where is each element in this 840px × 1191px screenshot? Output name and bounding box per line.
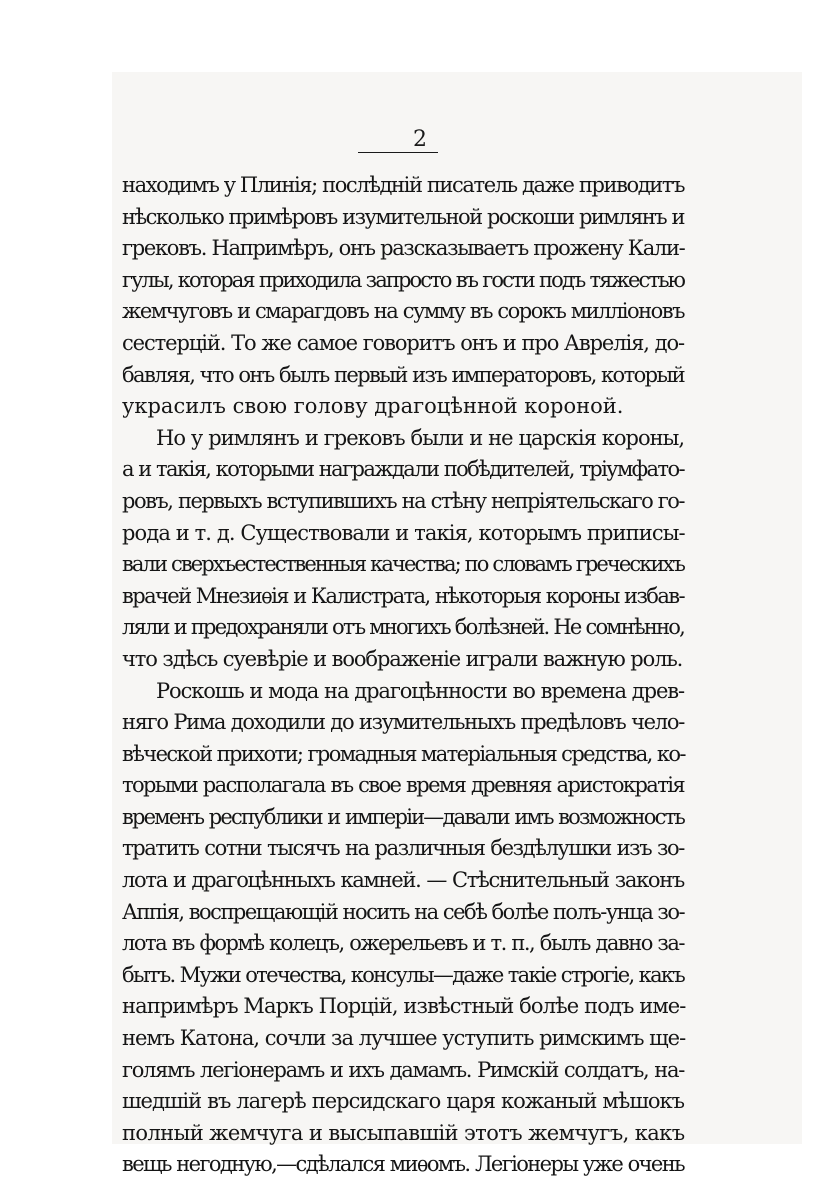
text-line: лота въ формѣ колецъ, ожерельевъ и т. п., былъ давно за-	[122, 931, 684, 956]
text-line: а и такія, которыми награждали побѣдителей, тріумфато-	[122, 457, 684, 482]
text-line: торыми располагала въ свое время древняя аристократія	[122, 773, 684, 798]
text-line: временъ республики и имперіи—давали имъ возможность	[122, 804, 684, 829]
text-line: тратить сотни тысячъ на различныя бездѣлушки изъ зо-	[122, 836, 684, 861]
text-line: ровъ, первыхъ вступившихъ на стѣну непріятельскаго го-	[122, 488, 684, 513]
page-number-rule	[358, 152, 438, 153]
text-line: напримѣръ Маркъ Порцій, извѣстный болѣе подъ име-	[122, 994, 686, 1019]
text-line: лота и драгоцѣнныхъ камней. — Стѣснительный законъ	[122, 868, 684, 893]
text-line: голямъ легіонерамъ и ихъ дамамъ. Римскій солдатъ, на-	[122, 1057, 684, 1082]
text-line: Аппія, воспрещающій носить на себѣ болѣе полъ-унца зо-	[122, 899, 685, 924]
text-line: немъ Катона, сочли за лучшее уступить римскимъ ще-	[122, 1026, 686, 1051]
text-line: нѣсколько примѣровъ изумительной роскоши римлянъ и	[122, 204, 684, 229]
text-line: ляли и предохраняли отъ многихъ болѣзней. Не сомнѣнно,	[122, 615, 684, 640]
text-line: рода и т. д. Существовали и такія, которымъ приписы-	[122, 520, 685, 545]
text-line: Но у римлянъ и грековъ были и не царскія короны,	[156, 425, 684, 450]
text-line: вещь негодную,—сдѣлался миѳомъ. Легіонеры уже очень	[122, 1152, 684, 1177]
text-line: полный жемчуга и высыпавшій этотъ жемчугъ, какъ	[122, 1120, 685, 1145]
text-line: украсилъ свою голову драгоцѣнной короной.	[122, 394, 624, 419]
text-line: шедшій въ лагерѣ персидскаго царя кожаный мѣшокъ	[122, 1089, 684, 1114]
text-line: гулы, которая приходила запросто въ гости подъ тяжестью	[122, 267, 684, 292]
text-line: вѣческой прихоти; громадныя матеріальныя средства, ко-	[122, 741, 685, 766]
text-line: жемчуговъ и смарагдовъ на сумму въ сорокъ милліоновъ	[122, 299, 684, 324]
text-line: бытъ. Мужи отечества, консулы—даже такіе строгіе, какъ	[122, 962, 684, 987]
text-line: врачей Мнезиѳія и Калистрата, нѣкоторыя короны избав-	[122, 583, 684, 608]
text-line: бавляя, что онъ былъ первый изъ императоровъ, который	[122, 362, 684, 387]
text-line: вали сверхъестественныя качества; по словамъ греческихъ	[122, 552, 684, 577]
text-line: няго Рима доходили до изумительныхъ предѣловъ чело-	[122, 710, 684, 735]
text-line: находимъ у Плинія; послѣдній писатель даже приводитъ	[122, 173, 685, 197]
text-line: сестерцій. То же самое говоритъ онъ и про Аврелія, до-	[122, 330, 684, 355]
text-line: что здѣсь суевѣріе и воображеніе играли важную роль.	[122, 646, 683, 671]
body-text	[122, 170, 684, 1181]
text-line: Роскошь и мода на драгоцѣнности во времена древ-	[156, 678, 684, 703]
text-line: грековъ. Напримѣръ, онъ разсказываетъ прожену Кали-	[122, 236, 685, 261]
page-number: 2	[413, 127, 427, 152]
